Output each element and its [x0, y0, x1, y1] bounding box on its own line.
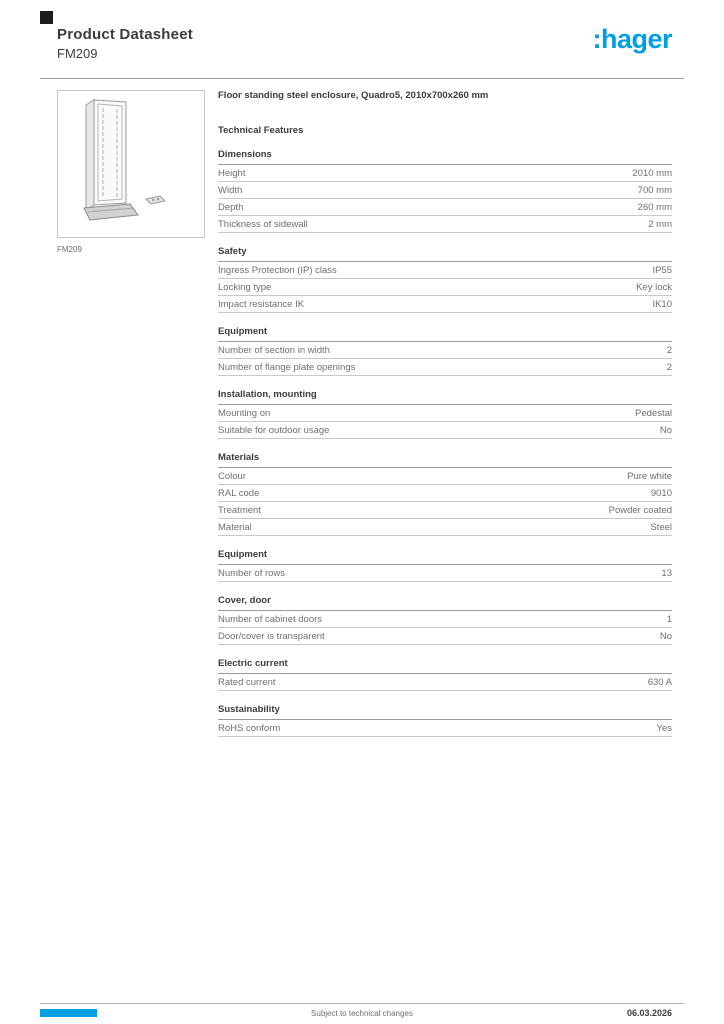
spec-row: [218, 359, 672, 376]
section-rows: [218, 674, 672, 691]
spec-row: [218, 519, 672, 536]
row-value: Pedestal: [635, 408, 672, 419]
row-value: 2: [666, 362, 672, 373]
spec-section: [218, 452, 672, 536]
row-value: No: [659, 631, 672, 642]
row-value: 1: [666, 614, 672, 625]
row-value: Key lock: [636, 282, 672, 293]
corner-mark: [40, 11, 53, 24]
spec-row: [218, 279, 672, 296]
row-label: Thickness of sidewall: [218, 219, 308, 230]
row-label: Rated current: [218, 677, 276, 688]
row-label: Number of section in width: [218, 345, 330, 356]
row-value: IK10: [652, 299, 672, 310]
spec-row: [218, 720, 672, 737]
spec-sections: [218, 149, 672, 737]
spec-row: [218, 485, 672, 502]
spec-row: [218, 422, 672, 439]
footer-date: 06.03.2026: [626, 1008, 672, 1018]
row-value: 2010 mm: [632, 168, 672, 179]
row-value: IP55: [652, 265, 672, 276]
section-rows: [218, 165, 672, 233]
row-label: RoHS conform: [218, 723, 281, 734]
spec-row: [218, 262, 672, 279]
row-label: Number of flange plate openings: [218, 362, 356, 373]
section-rows: [218, 405, 672, 439]
row-label: Treatment: [218, 505, 261, 516]
row-value: No: [659, 425, 672, 436]
row-value: 630 A: [647, 677, 672, 688]
image-caption: FM209: [57, 245, 82, 254]
header-divider: [40, 78, 684, 79]
section-title: Installation, mounting: [218, 389, 672, 405]
footer-blue-bar: [40, 1009, 97, 1017]
row-label: Depth: [218, 202, 244, 213]
spec-row: [218, 342, 672, 359]
enclosure-drawing: [58, 91, 204, 237]
spec-section: [218, 595, 672, 645]
row-label: Colour: [218, 471, 246, 482]
section-title: Cover, door: [218, 595, 672, 611]
product-image-column: [57, 90, 205, 254]
spec-row: [218, 565, 672, 582]
row-value: 2 mm: [648, 219, 672, 230]
page-header: [40, 8, 684, 68]
section-title: Sustainability: [218, 704, 672, 720]
spec-row: [218, 216, 672, 233]
row-label: Ingress Protection (IP) class: [218, 265, 337, 276]
section-title: Materials: [218, 452, 672, 468]
section-rows: [218, 611, 672, 645]
section-rows: [218, 468, 672, 536]
row-value: 2: [666, 345, 672, 356]
row-value: 9010: [650, 488, 672, 499]
spec-row: [218, 405, 672, 422]
spec-section: [218, 704, 672, 737]
section-rows: [218, 720, 672, 737]
spec-row: [218, 502, 672, 519]
row-label: Number of rows: [218, 568, 286, 579]
section-title: Electric current: [218, 658, 672, 674]
spec-section: [218, 658, 672, 691]
row-value: Powder coated: [608, 505, 672, 516]
product-description: Floor standing steel enclosure, Quadro5, 2010x700x260 mm: [218, 90, 489, 101]
page-subtitle: FM209: [57, 46, 98, 61]
footer-note: Subject to technical changes: [311, 1008, 413, 1018]
spec-row: [218, 165, 672, 182]
spec-row: [218, 296, 672, 313]
row-label: Mounting on: [218, 408, 271, 419]
row-value: Yes: [656, 723, 672, 734]
row-label: Number of cabinet doors: [218, 614, 323, 625]
page-footer: [40, 1003, 684, 1018]
product-image: [57, 90, 205, 238]
spec-row: [218, 611, 672, 628]
row-label: RAL code: [218, 488, 260, 499]
row-value: 260 mm: [637, 202, 672, 213]
row-value: Steel: [650, 522, 672, 533]
spec-section: [218, 389, 672, 439]
section-title: Safety: [218, 246, 672, 262]
spec-section: [218, 149, 672, 233]
features-title: Technical Features: [218, 125, 304, 136]
title-block: [57, 8, 684, 61]
section-rows: [218, 262, 672, 313]
row-label: Width: [218, 185, 243, 196]
spec-section: [218, 326, 672, 376]
spec-row: [218, 199, 672, 216]
spec-row: [218, 674, 672, 691]
brand-logo: :hager: [592, 24, 672, 54]
row-label: Locking type: [218, 282, 272, 293]
section-rows: [218, 342, 672, 376]
row-label: Door/cover is transparent: [218, 631, 325, 642]
row-label: Material: [218, 522, 252, 533]
spec-column: [218, 90, 672, 737]
spec-row: [218, 468, 672, 485]
spec-section: [218, 246, 672, 313]
spec-section: [218, 549, 672, 582]
section-rows: [218, 565, 672, 582]
page-title: Product Datasheet: [57, 26, 193, 43]
row-value: Pure white: [627, 471, 672, 482]
row-value: 700 mm: [637, 185, 672, 196]
row-value: 13: [661, 568, 672, 579]
row-label: Height: [218, 168, 246, 179]
section-title: Equipment: [218, 549, 672, 565]
spec-row: [218, 182, 672, 199]
section-title: Equipment: [218, 326, 672, 342]
section-title: Dimensions: [218, 149, 672, 165]
row-label: Suitable for outdoor usage: [218, 425, 330, 436]
row-label: Impact resistance IK: [218, 299, 305, 310]
spec-row: [218, 628, 672, 645]
